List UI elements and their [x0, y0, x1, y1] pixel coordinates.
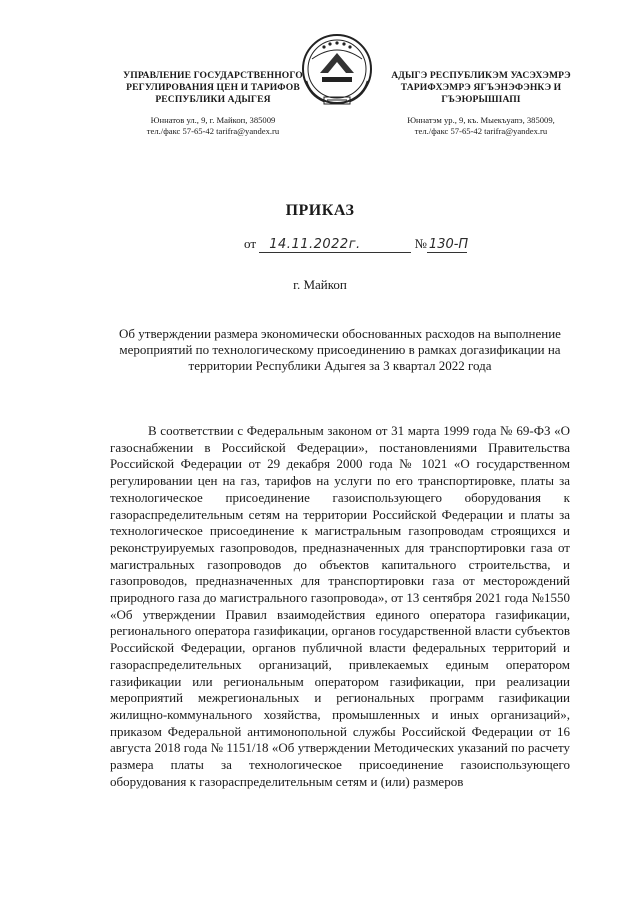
handwritten-date: 14.11.2022г. — [259, 237, 411, 253]
contact-russian: тел./факс 57-65-42 tarifra@yandex.ru — [146, 126, 280, 136]
city-name: г. Майкоп — [293, 277, 347, 292]
coat-of-arms-emblem — [298, 29, 376, 113]
date-prefix: от — [244, 236, 257, 251]
body-paragraph: В соответствии с Федеральным законом от 31 марта 1999 года № 69-ФЗ «О газоснабжении в Российской Федерации», постановлениями Правительства Российской Федерации от 29 декабря 2000 года № 1021 «О государственном регулировании цен на газ, тарифов на услуги по его транспортировке, платы за технологическое присоединение газоиспользующего оборудования к газораспределительным сетям на территории Российской Федерации и платы за технологическое присоединение к магистральным газопроводам строящихся и реконструируемых газопроводов, предназначенных для транспортировки газа от магистральных газопроводов до объектов капитального строительства, и газопроводов, предназначенных для транспортировки газа от месторождений природного газа до магистрального газопровода», от 13 сентября 2021 года №1550 «Об утверждении Правил взаимодействия единого оператора газификации, регионального оператора газификации, органов государственной власти субъектов Российской Федерации, органов публичной власти федеральных территорий и газораспределительных организаций, привлекаемых единым оператором газификации или региональным оператором газификации, при реализации мероприятий межрегиональных и региональных программ газификации жилищно-коммунального хозяйства, промышленных и иных организаций», приказом Федеральной антимонопольной службы Российской Федерации от 16 августа 2018 года № 1151/18 «Об утверждении Методических указаний по расчету размера платы за технологическое присоединение газоиспользующего оборудования к газораспределительным сетям и (или) размеров — [110, 423, 570, 789]
document-title: ПРИКАЗ — [285, 202, 355, 219]
document-body — [110, 423, 570, 790]
header-left — [108, 70, 318, 137]
org-name-adyghe: АДЫГЭ РЕСПУБЛИКЭМ УАСЭХЭМРЭ ТАРИФХЭМРЭ ЯГЪЭНЭФЭНКЭ И ГЪЭЮРЫШІАПІ — [391, 70, 571, 105]
header-right — [376, 70, 586, 137]
handwritten-number: 130-П — [428, 237, 469, 252]
order-subject: Об утверждении размера экономически обоснованных расходов на выполнение мероприятий по технологическому присоединению в рамках догазификации на территории Республики Адыгея за 3 квартал 2022 года — [119, 326, 561, 373]
date-number-line — [244, 236, 467, 253]
number-prefix: № — [414, 236, 427, 251]
contact-adyghe: тел./факс 57-65-42 tarifra@yandex.ru — [414, 126, 548, 136]
org-name-russian: УПРАВЛЕНИЕ ГОСУДАРСТВЕННОГО РЕГУЛИРОВАНИЯ ЦЕН И ТАРИФОВ РЕСПУБЛИКИ АДЫГЕЯ — [123, 70, 303, 105]
address-adyghe: Юннатэм ур., 9, къ. Мыекъуапэ, 385009, — [407, 115, 555, 125]
address-russian: Юннатов ул., 9, г. Майкоп, 385009 — [150, 115, 276, 125]
